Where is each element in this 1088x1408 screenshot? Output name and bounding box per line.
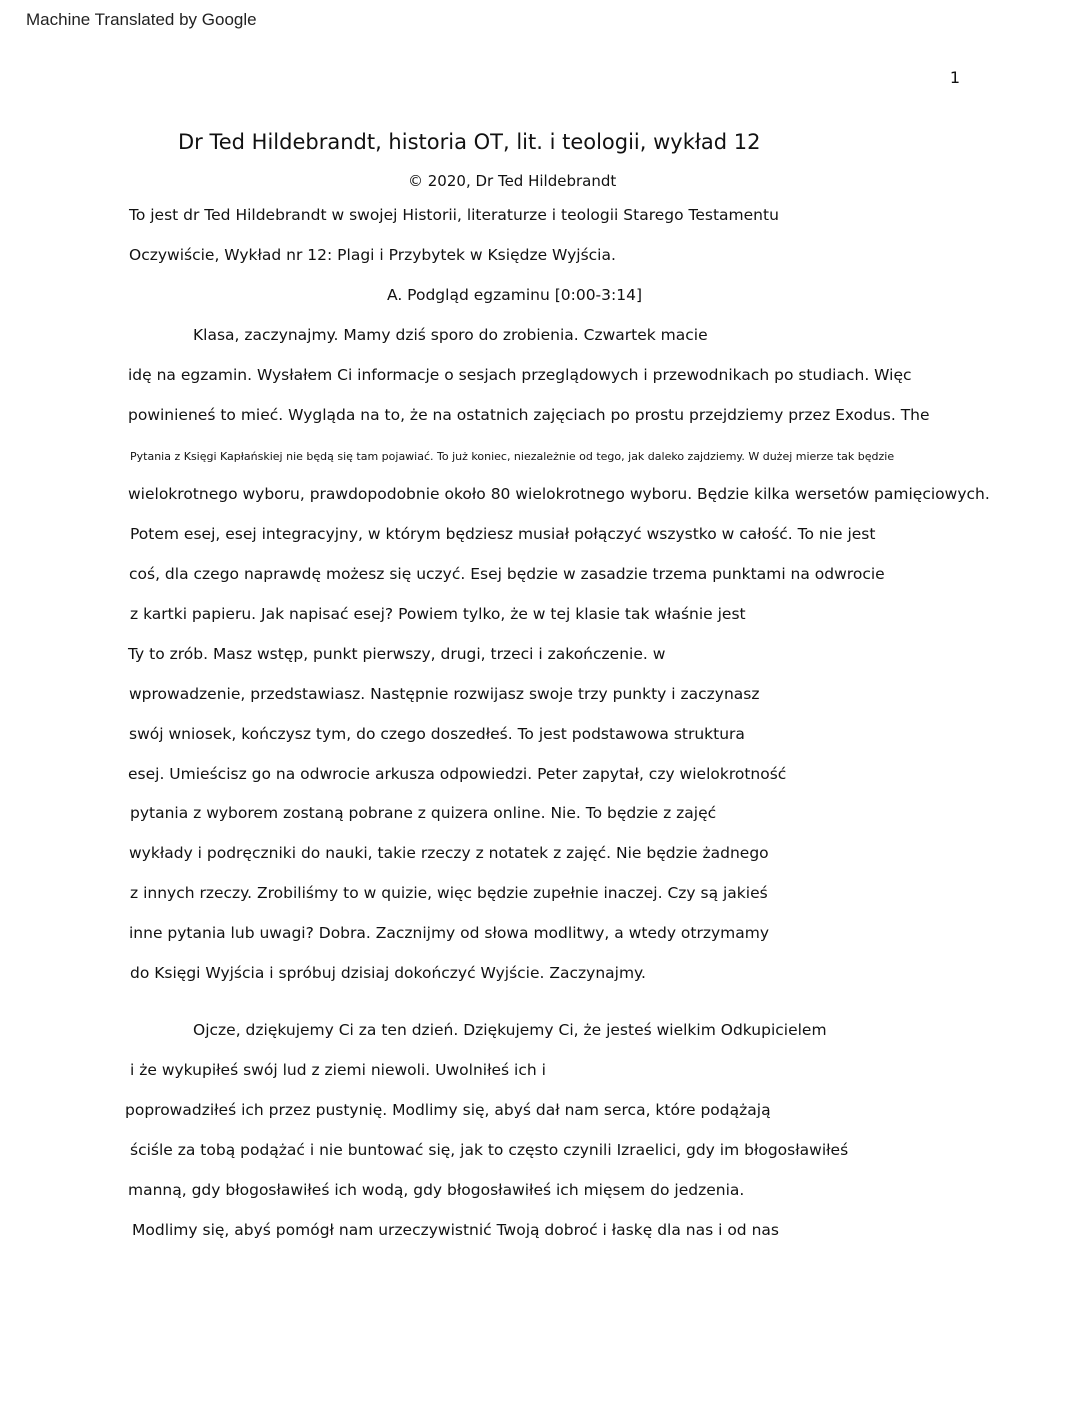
paragraph-line: wprowadzenie, przedstawiasz. Następnie rozwijasz swoje trzy punkty i zaczynasz: [129, 685, 760, 703]
copyright-line: © 2020, Dr Ted Hildebrandt: [408, 172, 617, 190]
paragraph-line: z kartki papieru. Jak napisać esej? Powiem tylko, że w tej klasie tak właśnie jest: [130, 605, 746, 623]
paragraph-line: wielokrotnego wyboru, prawdopodobnie około 80 wielokrotnego wyboru. Będzie kilka wersetów pamięciowych.: [128, 485, 990, 503]
paragraph-line: Ty to zrób. Masz wstęp, punkt pierwszy, drugi, trzeci i zakończenie. w: [128, 645, 666, 663]
paragraph-line: esej. Umieścisz go na odwrocie arkusza odpowiedzi. Peter zapytał, czy wielokrotność: [128, 765, 787, 783]
paragraph-line: do Księgi Wyjścia i spróbuj dzisiaj dokończyć Wyjście. Zaczynajmy.: [130, 964, 646, 982]
paragraph-line: idę na egzamin. Wysłałem Ci informacje o sesjach przeglądowych i przewodnikach po studiach. Więc: [128, 366, 912, 384]
paragraph-line: Ojcze, dziękujemy Ci za ten dzień. Dziękujemy Ci, że jesteś wielkim Odkupicielem: [193, 1021, 827, 1039]
paragraph-line: ściśle za tobą podążać i nie buntować się, jak to często czynili Izraelici, gdy im błogosławiłeś: [130, 1141, 849, 1159]
paragraph-line: Potem esej, esej integracyjny, w którym będziesz musiał połączyć wszystko w całość. To nie jest: [130, 525, 876, 543]
paragraph-line: i że wykupiłeś swój lud z ziemi niewoli. Uwolniłeś ich i: [130, 1061, 546, 1079]
paragraph-line: manną, gdy błogosławiłeś ich wodą, gdy błogosławiłeś ich mięsem do jedzenia.: [128, 1181, 745, 1199]
section-heading: A. Podgląd egzaminu [0:00-3:14]: [387, 286, 643, 304]
intro-line: To jest dr Ted Hildebrandt w swojej Historii, literaturze i teologii Starego Testamentu: [129, 206, 779, 224]
paragraph-line: swój wniosek, kończysz tym, do czego doszedłeś. To jest podstawowa struktura: [129, 725, 745, 743]
paragraph-line: powinieneś to mieć. Wygląda na to, że na ostatnich zajęciach po prostu przejdziemy przez Exodus. The: [128, 406, 930, 424]
paragraph-line: z innych rzeczy. Zrobiliśmy to w quizie, więc będzie zupełnie inaczej. Czy są jakieś: [130, 884, 768, 902]
paragraph-line: wykłady i podręczniki do nauki, takie rzeczy z notatek z zajęć. Nie będzie żadnego: [129, 844, 769, 862]
paragraph-line: pytania z wyborem zostaną pobrane z quizera online. Nie. To będzie z zajęć: [130, 804, 717, 822]
paragraph-line: coś, dla czego naprawdę możesz się uczyć. Esej będzie w zasadzie trzema punktami na odwrocie: [129, 565, 885, 583]
machine-translation-banner: Machine Translated by Google: [26, 10, 257, 29]
paragraph-line: Modlimy się, abyś pomógł nam urzeczywistnić Twoją dobroć i łaskę dla nas i od nas: [132, 1221, 779, 1239]
document-title: Dr Ted Hildebrandt, historia OT, lit. i teologii, wykład 12: [178, 130, 761, 154]
page-number: 1: [949, 68, 960, 87]
paragraph-line: Pytania z Księgi Kapłańskiej nie będą się tam pojawiać. To już koniec, niezależnie od tego, jak daleko zajdziemy. W dużej mierze tak będzie: [130, 450, 895, 463]
paragraph-line: poprowadziłeś ich przez pustynię. Modlimy się, abyś dał nam serca, które podążają: [125, 1101, 771, 1119]
paragraph-line: inne pytania lub uwagi? Dobra. Zacznijmy od słowa modlitwy, a wtedy otrzymamy: [129, 924, 770, 942]
intro-line: Oczywiście, Wykład nr 12: Plagi i Przybytek w Księdze Wyjścia.: [129, 246, 616, 264]
paragraph-line: Klasa, zaczynajmy. Mamy dziś sporo do zrobienia. Czwartek macie: [193, 326, 708, 344]
